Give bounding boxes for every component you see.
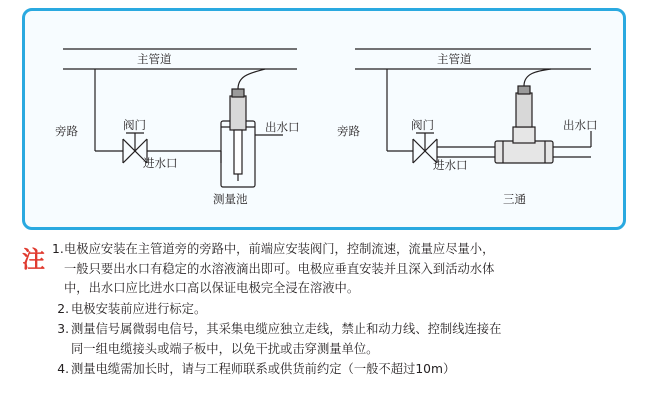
left-outlet-label: 出水口 [265,120,300,134]
left-inlet-label: 进水口 [143,156,178,170]
right-valve-label: 阀门 [411,118,434,132]
note-body [71,300,634,320]
note-line: 测量电缆需加长时，请与工程师联系或供货前约定（一般不超过10m） [71,362,456,376]
left-bypass-label: 旁路 [55,124,78,138]
note-line: 中，出水口应比进水口高以保证电极完全浸在溶液中。 [64,281,360,295]
installation-diagram-panel [22,8,626,230]
note-body [71,320,634,359]
left-valve-label: 阀门 [123,118,146,132]
measurement-vessel-label: 测量池 [213,192,248,206]
note-line: 一般只要出水口有稳定的水溶液滴出即可。电极应垂直安装并且深入到活动水体 [64,261,495,276]
note-number: 4. [57,362,69,376]
tee-fitting-label: 三通 [503,192,526,206]
note-line: 同一组电缆接头或端子板中，以免干扰或击穿测量单位。 [71,341,379,356]
right-bypass-label: 旁路 [337,124,360,138]
note-body [71,360,634,380]
note-marker: 注 [22,246,45,273]
right-inlet-label: 进水口 [433,158,468,172]
note-body [64,240,634,299]
note-item [52,300,634,320]
note-number: 2. [57,301,69,316]
note-line: 测量信号属微弱电信号，其采集电缆应独立走线，禁止和动力线、控制线连接在 [71,322,502,336]
note-number: 1. [52,242,64,256]
notes-section [22,240,634,381]
right-outlet-label: 出水口 [563,118,598,132]
note-item [52,360,634,380]
note-number: 3. [57,322,69,336]
note-item [52,240,634,299]
right-main-pipe-label: 主管道 [437,52,472,66]
note-item [52,320,634,359]
left-main-pipe-label: 主管道 [137,52,172,66]
note-list [22,240,634,380]
note-line: 电极应安装在主管道旁的旁路中，前端应安装阀门，控制流速，流量应尽量小， [64,242,495,256]
note-line: 电极安装前应进行标定。 [71,301,207,316]
installation-diagram [25,11,623,227]
